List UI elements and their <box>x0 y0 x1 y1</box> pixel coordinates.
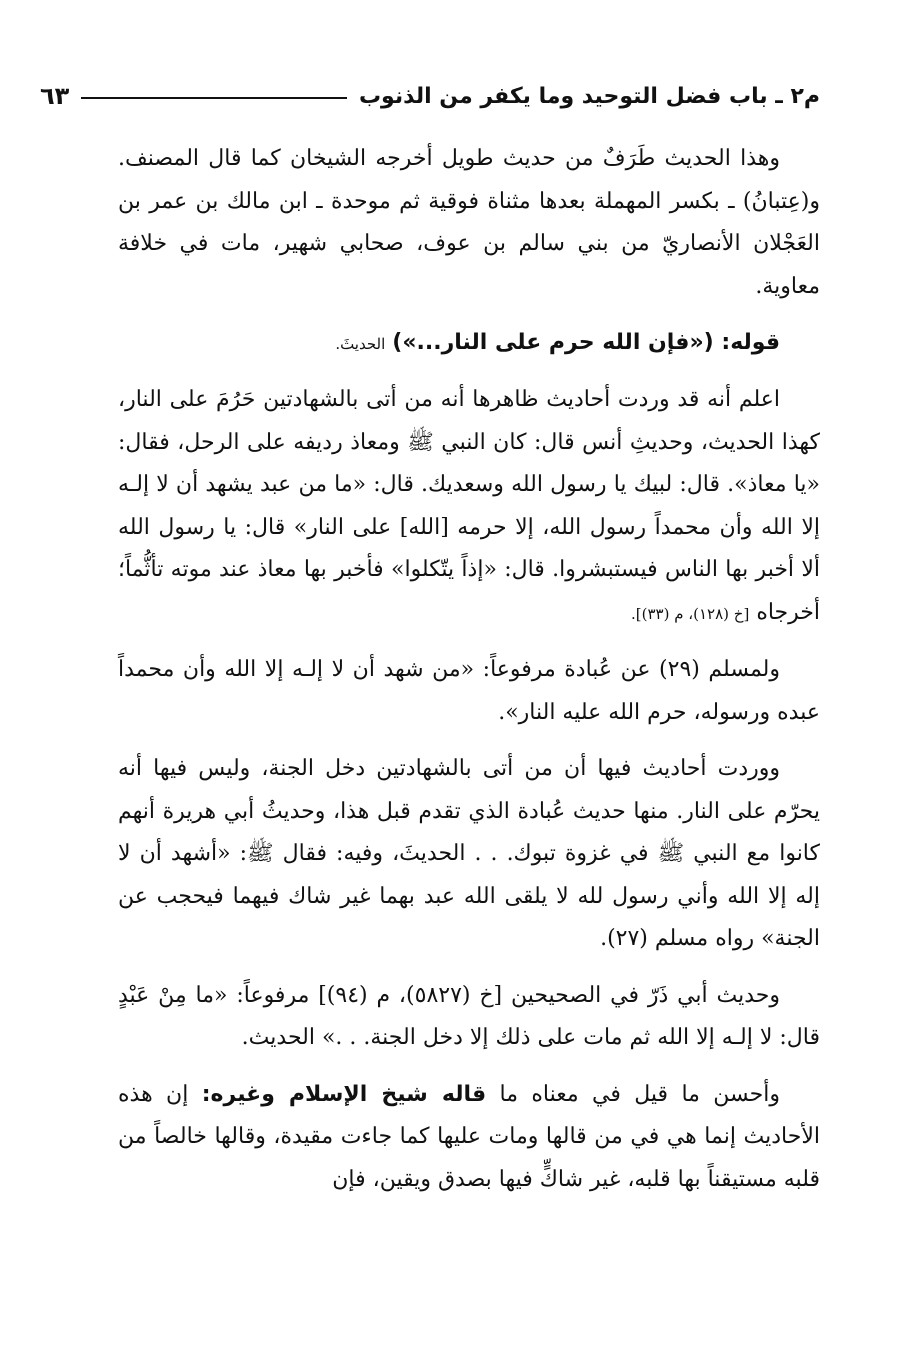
quote-tail: الحديثَ. <box>335 335 386 353</box>
quote-lead: قوله: («فإن الله حرم على النار...») <box>392 330 780 355</box>
paragraph-text: وهذا الحديث طَرَفٌ من حديث طويل أخرجه الشيخان كما قال المصنف. و(عِتبانُ) ـ بكسر المهملة بعدها مثناة فوقية ثم موحدة ـ ابن مالك بن عمر بن العَجْلان الأنصاريّ من بني سالم بن عوف، صحابي شهير، مات في خلافة معاوية. <box>118 146 820 299</box>
paragraph-text: اعلم أنه قد وردت أحاديث ظاهرها أنه من أتى بالشهادتين حَرُمَ على النار، كهذا الحديث، وحديثِ أنس قال: كان النبي ﷺ ومعاذ رديفه على الرحل، فقال: «يا معاذ». قال: لبيك يا رسول الله وسعديك. قال: «ما من عبد يشهد أن لا إلـه إلا الله وأن محمداً رسول الله، إلا حرمه [الله] على النار» قال: يا رسول الله ألا أخبر بها الناس فيستبشروا. قال: «إذاً يتّكلوا» فأخبر بها معاذ عند موته تأثُّماً؛ أخرجاه <box>118 387 820 625</box>
chapter-title: م٢ ـ باب فضل التوحيد وما يكفر من الذنوب <box>358 83 820 109</box>
paragraph-text: ولمسلم (٢٩) عن عُبادة مرفوعاً: «من شهد أن لا إلـه إلا الله وأن محمداً عبده ورسوله، حرم الله عليه النار». <box>118 657 820 725</box>
paragraph-hadith-anas <box>118 379 820 635</box>
header-rule <box>81 97 347 99</box>
running-header <box>40 78 820 114</box>
paragraph-muslim <box>118 649 820 734</box>
paragraph-explanation <box>118 1074 820 1202</box>
body-text <box>118 138 820 1215</box>
paragraph-text: ووردت أحاديث فيها أن من أتى بالشهادتين دخل الجنة، وليس فيها أنه يحرّم على النار. منها حديث عُبادة الذي تقدم قبل هذا، وحديثُ أبي هريرة أنهم كانوا مع النبي ﷺ في غزوة تبوك. . . الحديثَ، وفيه: فقال ﷺ: «أشهد أن لا إله إلا الله وأني رسول لله لا يلقى الله عبد بهما غير شاك فيهما فيحجب عن الجنة» رواه مسلم (٢٧). <box>118 756 820 951</box>
paragraph-bold: قاله شيخ الإسلام وغيره: <box>201 1081 487 1107</box>
paragraph-hadith-abu-dharr <box>118 975 820 1060</box>
paragraph-hadith-abu-hurayra <box>118 748 820 961</box>
paragraph-intro <box>118 138 820 308</box>
page-number: ٦٣ <box>40 82 70 110</box>
paragraph-text: إن هذه الأحاديث إنما هي في من قالها ومات عليها كما جاءت مقيدة، وقالها خالصاً من قلبه مستيقناً بها قلبه، غير شاكٍّ فيها بصدق ويقين، فإن <box>118 1081 820 1192</box>
paragraph-text: وحديث أبي ذَرّ في الصحيحين [خ (٥٨٢٧)، م (٩٤)] مرفوعاً: «ما مِنْ عَبْدٍ قال: لا إلـه إلا الله ثم مات على ذلك إلا دخل الجنة. . .» الحديث. <box>118 982 820 1050</box>
paragraph-pre: وأحسن ما قيل في معناه ما <box>499 1081 781 1107</box>
citation-ref: [خ (١٢٨)، م (٣٣)]. <box>631 604 750 623</box>
quote-heading <box>118 322 820 365</box>
